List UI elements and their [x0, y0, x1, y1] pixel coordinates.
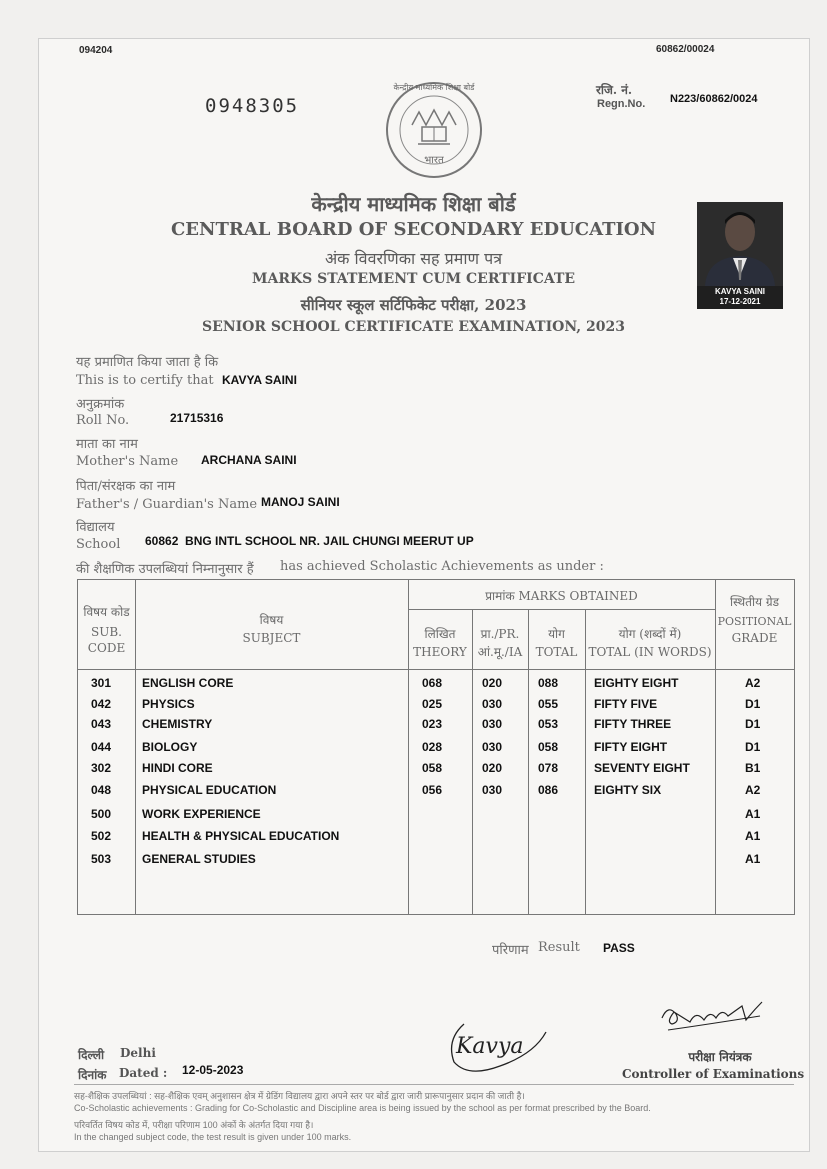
certify-label-hi: यह प्रमाणित किया जाता है कि [76, 355, 219, 370]
cell-theory: 023 [422, 717, 443, 731]
cell-code: 500 [91, 807, 112, 821]
cell-grade: D1 [745, 697, 761, 711]
footer-divider [74, 1084, 794, 1085]
certificate-number: 0948305 [205, 95, 300, 117]
cell-name: PHYSICS [142, 697, 195, 711]
result-value: PASS [603, 941, 635, 955]
roll-label-en: Roll No. [76, 413, 130, 428]
cell-words: FIFTY THREE [594, 717, 672, 731]
cell-code: 044 [91, 740, 112, 754]
cell-words: EIGHTY SIX [594, 783, 662, 797]
col-pr-en: आं.मू./IA [477, 645, 523, 659]
cell-pr: 020 [482, 676, 503, 690]
cell-code: 502 [91, 829, 112, 843]
cell-total: 055 [538, 697, 559, 711]
school-label-hi: विद्यालय [76, 520, 115, 535]
col-marks-obtained: प्रामांक MARKS OBTAINED [485, 589, 638, 603]
dated-en: Dated : [119, 1066, 168, 1080]
serial-top-right: 60862/00024 [656, 44, 715, 55]
cell-total: 088 [538, 676, 559, 690]
student-photo [697, 202, 783, 309]
col-grade-en1: POSITIONAL [717, 615, 792, 628]
col-total-hi: योग [548, 627, 565, 641]
place-en: Delhi [120, 1046, 156, 1060]
col-code-en1: SUB. [91, 625, 122, 639]
board-title-english: CENTRAL BOARD OF SECONDARY EDUCATION [170, 219, 657, 240]
cell-total: 058 [538, 740, 559, 754]
col-grade-hi: स्थितीय ग्रेड [729, 595, 780, 609]
controller-signature-icon [650, 996, 770, 1040]
mother-label-hi: माता का नाम [76, 437, 138, 452]
cell-grade: D1 [745, 740, 761, 754]
roll-number: 21715316 [170, 411, 224, 425]
cell-name: BIOLOGY [142, 740, 198, 754]
school-label-en: School [76, 537, 121, 552]
cell-grade: A2 [745, 783, 761, 797]
col-subject-en: SUBJECT [242, 631, 301, 645]
mother-name: ARCHANA SAINI [201, 453, 297, 467]
achieve-label-en: has achieved Scholastic Achievements as under : [280, 559, 604, 574]
col-code-hi: विषय कोड [83, 605, 130, 619]
cell-pr: 020 [482, 761, 503, 775]
col-total-en: TOTAL [535, 645, 578, 659]
cell-words: EIGHTY EIGHT [594, 676, 679, 690]
col-subject-hi: विषय [259, 613, 284, 627]
cell-pr: 030 [482, 717, 503, 731]
issue-date: 12-05-2023 [182, 1063, 244, 1077]
footnote-2-en: In the changed subject code, the test result is given under 100 marks. [74, 1132, 352, 1142]
col-theory-hi: लिखित [424, 627, 456, 641]
result-label-hi: परिणाम [492, 943, 529, 958]
cell-name: WORK EXPERIENCE [142, 807, 261, 821]
cell-pr: 030 [482, 740, 503, 754]
cell-grade: A2 [745, 676, 761, 690]
cell-name: CHEMISTRY [142, 717, 213, 731]
cell-grade: A1 [745, 829, 761, 843]
cell-name: HEALTH & PHYSICAL EDUCATION [142, 829, 340, 843]
cell-grade: B1 [745, 761, 761, 775]
place-hi: दिल्ली [78, 1048, 105, 1062]
cell-name: GENERAL STUDIES [142, 852, 256, 866]
result-label-en: Result [538, 940, 580, 955]
cell-words: SEVENTY EIGHT [594, 761, 690, 775]
controller-title-hi: परीक्षा नियंत्रक [688, 1050, 752, 1064]
cell-pr: 030 [482, 783, 503, 797]
school-name: 60862 BNG INTL SCHOOL NR. JAIL CHUNGI MEERUT UP [145, 534, 474, 548]
regn-label-hi: रजि. नं. [596, 83, 633, 97]
seal-text-bottom: भारत [424, 155, 444, 166]
col-pr-hi: प्रा./PR. [480, 627, 520, 641]
seal-text-top: केन्द्रीय माध्यमिक शिक्षा बोर्ड [393, 83, 475, 92]
cell-words: FIFTY EIGHT [594, 740, 668, 754]
cell-theory: 025 [422, 697, 443, 711]
cell-total: 086 [538, 783, 559, 797]
footnote-1-hi: सह-शैक्षिक उपलब्धियां : सह-शैक्षिक एवम् अनुशासन क्षेत्र में ग्रेडिंग विद्यालय द्वारा अपने स्तर पर बोर्ड द्वारा जारी प्रारूपानुसार प्रदान की जाती है। [74, 1091, 525, 1101]
certify-label-en: This is to certify that [76, 373, 214, 388]
cell-theory: 056 [422, 783, 443, 797]
cell-name: PHYSICAL EDUCATION [142, 783, 277, 797]
cell-name: HINDI CORE [142, 761, 213, 775]
father-label-hi: पिता/संरक्षक का नाम [76, 479, 176, 494]
cell-code: 043 [91, 717, 112, 731]
exam-title-english: SENIOR SCHOOL CERTIFICATE EXAMINATION, 2023 [202, 319, 625, 335]
cell-grade: D1 [745, 717, 761, 731]
cell-code: 503 [91, 852, 112, 866]
cell-grade: A1 [745, 807, 761, 821]
cell-total: 078 [538, 761, 559, 775]
student-name: KAVYA SAINI [222, 373, 297, 387]
father-name: MANOJ SAINI [261, 495, 340, 509]
cell-theory: 028 [422, 740, 443, 754]
cell-code: 301 [91, 676, 112, 690]
cell-theory: 058 [422, 761, 443, 775]
cell-name: ENGLISH CORE [142, 676, 234, 690]
exam-title-hindi: सीनियर स्कूल सर्टिफिकेट परीक्षा, 2023 [300, 296, 527, 314]
cell-theory: 068 [422, 676, 443, 690]
roll-label-hi: अनुक्रमांक [76, 397, 125, 412]
col-grade-en2: GRADE [731, 631, 778, 645]
footnote-1-en: Co-Scholastic achievements : Grading for Co-Scholastic and Discipline area is being issued by the school as per format prescribed by the Board. [74, 1103, 651, 1113]
cell-code: 048 [91, 783, 112, 797]
student-signature: Kavya [456, 1034, 524, 1059]
student-signature-icon [442, 1016, 552, 1078]
achieve-label-hi: की शैक्षणिक उपलब्धियां निम्नानुसार हैं [76, 562, 254, 577]
regn-label-en: Regn.No. [597, 98, 646, 110]
father-label-en: Father's / Guardian's Name [76, 497, 258, 512]
marks-table [77, 579, 795, 915]
col-theory-en: THEORY [413, 645, 467, 659]
dated-hi: दिनांक [78, 1068, 107, 1082]
subtitle-hindi: अंक विवरणिका सह प्रमाण पत्र [324, 249, 503, 268]
col-words-en: TOTAL (IN WORDS) [588, 645, 712, 659]
cell-code: 042 [91, 697, 112, 711]
photo-name: KAVYA SAINI [715, 287, 765, 296]
footnote-2-hi: परिवर्तित विषय कोड में, परीक्षा परिणाम 100 अंकों के अंतर्गत दिया गया है। [74, 1120, 314, 1130]
mother-label-en: Mother's Name [76, 454, 179, 469]
serial-top-left: 094204 [79, 45, 113, 56]
regn-number: N223/60862/0024 [670, 93, 758, 105]
controller-title-en: Controller of Examinations [622, 1067, 805, 1081]
subtitle-english: MARKS STATEMENT CUM CERTIFICATE [251, 271, 576, 287]
col-code-en2: CODE [87, 641, 126, 655]
col-words-hi: योग (शब्दों में) [618, 627, 682, 641]
cell-words: FIFTY FIVE [594, 697, 658, 711]
cell-pr: 030 [482, 697, 503, 711]
photo-date: 17-12-2021 [719, 297, 761, 306]
board-title-hindi: केन्द्रीय माध्यमिक शिक्षा बोर्ड [311, 192, 516, 216]
cell-grade: A1 [745, 852, 761, 866]
cell-total: 053 [538, 717, 559, 731]
cell-code: 302 [91, 761, 112, 775]
